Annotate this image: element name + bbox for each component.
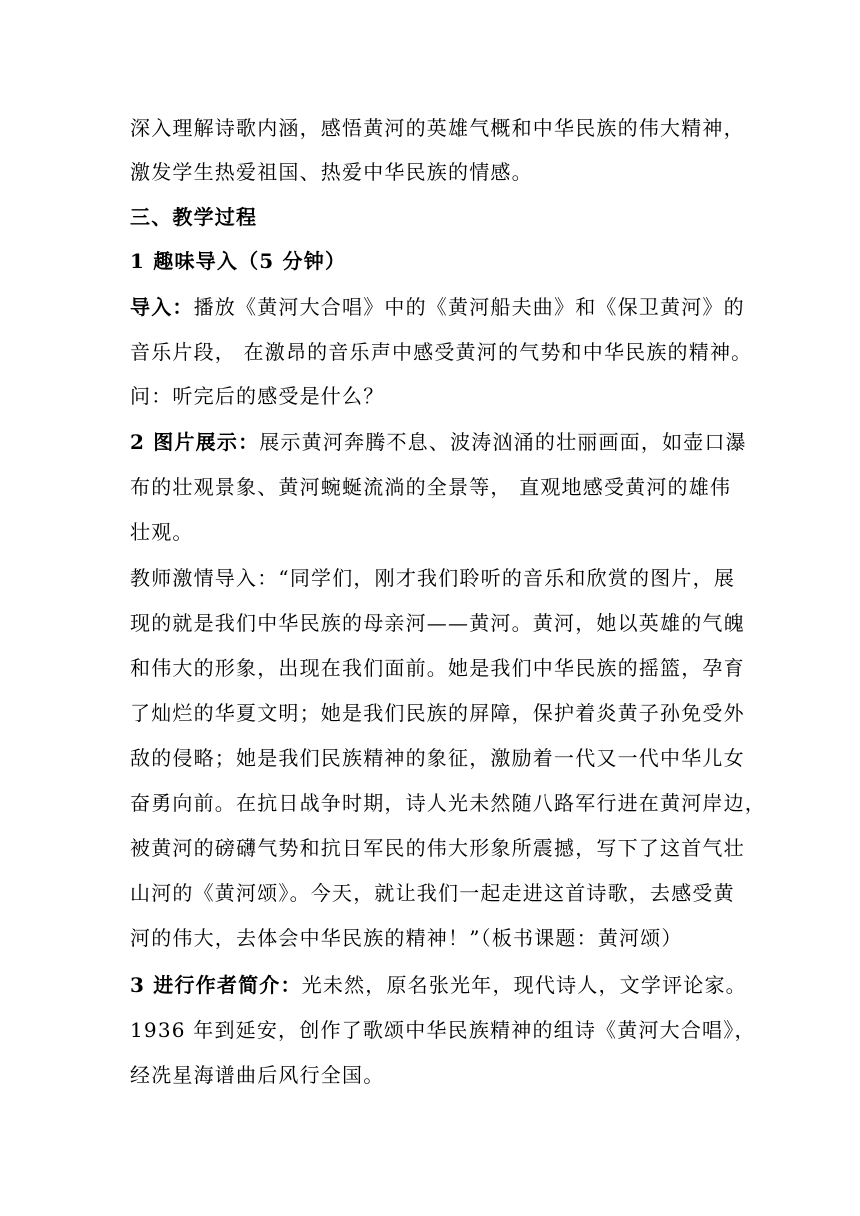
step2-line-1 — [130, 427, 747, 457]
step1-text: 播放《黄河大合唱》中的《黄河船夫曲》和《保卫黄河》的 — [193, 295, 745, 319]
section-heading: 三、教学过程 — [130, 205, 258, 229]
step3-line-2: 1936 年到延安，创作了歌颂中华民族精神的组诗《黄河大合唱》， — [130, 1018, 756, 1042]
step3-line-1 — [130, 970, 747, 1000]
step1-line-2: 音乐片段， 在激昂的音乐声中感受黄河的气势和中华民族的精神。 — [130, 340, 753, 364]
step1-line-3: 问：听完后的感受是什么？ — [130, 384, 385, 408]
intro-line-2: 激发学生热爱祖国、热爱中华民族的情感。 — [130, 160, 533, 184]
step3-label: 3 进行作者简介： — [130, 973, 302, 997]
teacher-line-3: 和伟大的形象，出现在我们面前。她是我们中华民族的摇篮，孕育 — [130, 656, 745, 680]
step1-label: 导入： — [130, 295, 194, 319]
teacher-line-7: 被黄河的磅礴气势和抗日军民的伟大形象所震撼，写下了这首气壮 — [130, 836, 745, 860]
teacher-line-8: 山河的《黄河颂》。今天，就让我们一起走进这首诗歌，去感受黄 — [130, 881, 735, 905]
step3-text: 光未然，原名张光年，现代诗人，文学评论家。 — [301, 973, 747, 997]
teacher-line-4: 了灿烂的华夏文明；她是我们民族的屏障，保护着炎黄子孙免受外 — [130, 701, 745, 725]
teacher-line-1: 教师激情导入：“同学们，刚才我们聆听的音乐和欣赏的图片，展 — [130, 566, 736, 590]
step3-line-3: 经冼星海谱曲后风行全国。 — [130, 1063, 385, 1087]
intro-line-1: 深入理解诗歌内涵，感悟黄河的英雄气概和中华民族的伟大精神， — [130, 116, 745, 140]
teacher-line-5: 敌的侵略；她是我们民族精神的象征，激励着一代又一代中华儿女 — [130, 746, 745, 770]
teacher-line-9: 河的伟大，去体会中华民族的精神！”（板书课题：黄河颂） — [130, 926, 683, 950]
step2-label: 2 图片展示： — [130, 430, 260, 454]
teacher-line-6: 奋勇向前。在抗日战争时期，诗人光未然随八路军行进在黄河岸边， — [130, 791, 766, 815]
step2-line-3: 壮观。 — [130, 520, 194, 544]
step2-line-2: 布的壮观景象、黄河蜿蜒流淌的全景等， 直观地感受黄河的雄伟 — [130, 475, 732, 499]
teacher-line-2: 现的就是我们中华民族的母亲河——黄河。黄河，她以英雄的气魄 — [130, 611, 745, 635]
step1-line-1 — [130, 292, 745, 322]
step2-text: 展示黄河奔腾不息、波涛汹涌的壮丽画面，如壶口瀑 — [259, 430, 747, 454]
step1-heading: 1 趣味导入（5 分钟） — [130, 249, 347, 273]
